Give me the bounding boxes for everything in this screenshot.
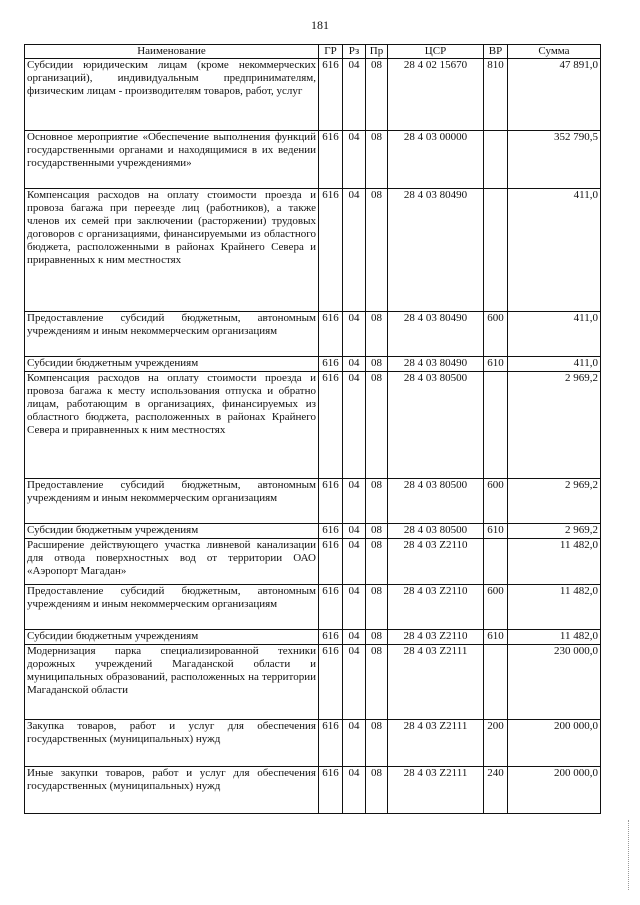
table-row xyxy=(25,585,601,630)
row-pr: 08 xyxy=(366,357,388,372)
row-sum: 230 000,0 xyxy=(508,645,601,720)
row-vr: 600 xyxy=(484,585,508,630)
row-name: Субсидии бюджетным учреждениям xyxy=(25,630,319,645)
table-row xyxy=(25,131,601,189)
row-pr: 08 xyxy=(366,312,388,357)
row-pr: 08 xyxy=(366,59,388,131)
table-row xyxy=(25,720,601,767)
row-sum: 411,0 xyxy=(508,189,601,312)
page-number: 181 xyxy=(311,18,329,32)
budget-table xyxy=(24,44,601,814)
row-rz: 04 xyxy=(343,312,366,357)
row-pr: 08 xyxy=(366,585,388,630)
row-vr: 200 xyxy=(484,720,508,767)
row-sum: 200 000,0 xyxy=(508,720,601,767)
row-csr: 28 4 03 80500 xyxy=(388,479,484,524)
table-row xyxy=(25,357,601,372)
row-gr: 616 xyxy=(319,131,343,189)
row-gr: 616 xyxy=(319,357,343,372)
row-vr xyxy=(484,131,508,189)
row-csr: 28 4 03 Z2111 xyxy=(388,767,484,814)
row-name: Субсидии бюджетным учреждениям xyxy=(25,357,319,372)
row-sum: 11 482,0 xyxy=(508,539,601,585)
row-rz: 04 xyxy=(343,645,366,720)
row-csr: 28 4 03 Z2111 xyxy=(388,720,484,767)
row-sum: 411,0 xyxy=(508,312,601,357)
row-name: Основное мероприятие «Обеспечение выполнения функций государственными органами и находящимися в их ведении государственными учреждениями» xyxy=(25,131,319,189)
row-gr: 616 xyxy=(319,479,343,524)
row-csr: 28 4 03 80500 xyxy=(388,372,484,479)
row-csr: 28 4 03 Z2110 xyxy=(388,630,484,645)
table-row xyxy=(25,189,601,312)
header-rz: Рз xyxy=(343,45,366,59)
row-sum: 2 969,2 xyxy=(508,524,601,539)
row-pr: 08 xyxy=(366,645,388,720)
row-rz: 04 xyxy=(343,131,366,189)
row-gr: 616 xyxy=(319,645,343,720)
row-name: Субсидии бюджетным учреждениям xyxy=(25,524,319,539)
row-gr: 616 xyxy=(319,585,343,630)
row-name: Расширение действующего участка ливневой канализации для отвода поверхностных вод от территории ОАО «Аэропорт Магадан» xyxy=(25,539,319,585)
row-csr: 28 4 03 Z2110 xyxy=(388,539,484,585)
row-sum: 411,0 xyxy=(508,357,601,372)
row-gr: 616 xyxy=(319,767,343,814)
row-rz: 04 xyxy=(343,630,366,645)
row-sum: 11 482,0 xyxy=(508,585,601,630)
row-name: Модернизация парка специализированной техники дорожных учреждений Магаданской области и муниципальных образований, расположенных на территории Магаданской области xyxy=(25,645,319,720)
row-pr: 08 xyxy=(366,524,388,539)
row-vr: 610 xyxy=(484,357,508,372)
row-pr: 08 xyxy=(366,479,388,524)
row-name: Предоставление субсидий бюджетным, автономным учреждениям и иным некоммерческим организациям xyxy=(25,312,319,357)
row-rz: 04 xyxy=(343,59,366,131)
scan-edge-mark xyxy=(628,820,630,890)
row-vr xyxy=(484,372,508,479)
row-vr: 610 xyxy=(484,630,508,645)
row-rz: 04 xyxy=(343,189,366,312)
row-vr: 600 xyxy=(484,312,508,357)
row-name: Закупка товаров, работ и услуг для обеспечения государственных (муниципальных) нужд xyxy=(25,720,319,767)
row-vr xyxy=(484,189,508,312)
table-row xyxy=(25,312,601,357)
row-rz: 04 xyxy=(343,357,366,372)
row-rz: 04 xyxy=(343,479,366,524)
row-name: Компенсация расходов на оплату стоимости проезда и провоза багажа при переезде лиц (работников), а также членов их семей при заключении (расторжении) трудовых договоров с организациями, финансируемыми из областного бюджета, расположенными в районах Крайнего Севера и приравненных к ним местностях xyxy=(25,189,319,312)
row-gr: 616 xyxy=(319,59,343,131)
row-name: Компенсация расходов на оплату стоимости проезда и провоза багажа к месту использования отпуска и обратно лицам, работающим в организациях, финансируемых из областного бюджета, расположенных в районах Крайнего Севера и приравненных к ним местностях xyxy=(25,372,319,479)
row-csr: 28 4 03 80490 xyxy=(388,357,484,372)
row-gr: 616 xyxy=(319,524,343,539)
row-rz: 04 xyxy=(343,524,366,539)
row-sum: 2 969,2 xyxy=(508,479,601,524)
row-rz: 04 xyxy=(343,585,366,630)
row-gr: 616 xyxy=(319,189,343,312)
row-sum: 11 482,0 xyxy=(508,630,601,645)
table-row xyxy=(25,645,601,720)
table-row xyxy=(25,539,601,585)
table-row xyxy=(25,630,601,645)
table-row xyxy=(25,767,601,814)
row-gr: 616 xyxy=(319,630,343,645)
header-csr: ЦСР xyxy=(388,45,484,59)
row-vr: 240 xyxy=(484,767,508,814)
table-row xyxy=(25,524,601,539)
row-csr: 28 4 03 80500 xyxy=(388,524,484,539)
row-pr: 08 xyxy=(366,131,388,189)
header-name: Наименование xyxy=(25,45,319,59)
row-pr: 08 xyxy=(366,720,388,767)
row-sum: 47 891,0 xyxy=(508,59,601,131)
row-pr: 08 xyxy=(366,189,388,312)
row-rz: 04 xyxy=(343,767,366,814)
row-rz: 04 xyxy=(343,720,366,767)
table-row xyxy=(25,479,601,524)
row-csr: 28 4 03 80490 xyxy=(388,189,484,312)
row-vr xyxy=(484,539,508,585)
row-name: Предоставление субсидий бюджетным, автономным учреждениям и иным некоммерческим организациям xyxy=(25,479,319,524)
row-vr xyxy=(484,645,508,720)
table-row xyxy=(25,372,601,479)
row-name: Субсидии юридическим лицам (кроме некоммерческих организаций), индивидуальным предпринимателям, физическим лицам - производителям товаров, работ, услуг xyxy=(25,59,319,131)
row-pr: 08 xyxy=(366,767,388,814)
row-gr: 616 xyxy=(319,720,343,767)
row-rz: 04 xyxy=(343,539,366,585)
row-pr: 08 xyxy=(366,372,388,479)
row-gr: 616 xyxy=(319,372,343,479)
row-pr: 08 xyxy=(366,539,388,585)
row-name: Иные закупки товаров, работ и услуг для обеспечения государственных (муниципальных) нужд xyxy=(25,767,319,814)
header-pr: Пр xyxy=(366,45,388,59)
row-rz: 04 xyxy=(343,372,366,479)
row-csr: 28 4 03 00000 xyxy=(388,131,484,189)
header-vr: ВР xyxy=(484,45,508,59)
row-name: Предоставление субсидий бюджетным, автономным учреждениям и иным некоммерческим организациям xyxy=(25,585,319,630)
row-csr: 28 4 03 Z2111 xyxy=(388,645,484,720)
row-vr: 810 xyxy=(484,59,508,131)
table-row xyxy=(25,59,601,131)
row-vr: 600 xyxy=(484,479,508,524)
header-sum: Сумма xyxy=(508,45,601,59)
row-csr: 28 4 03 80490 xyxy=(388,312,484,357)
row-gr: 616 xyxy=(319,539,343,585)
row-vr: 610 xyxy=(484,524,508,539)
row-sum: 2 969,2 xyxy=(508,372,601,479)
row-pr: 08 xyxy=(366,630,388,645)
row-csr: 28 4 03 Z2110 xyxy=(388,585,484,630)
row-sum: 200 000,0 xyxy=(508,767,601,814)
row-csr: 28 4 02 15670 xyxy=(388,59,484,131)
row-gr: 616 xyxy=(319,312,343,357)
row-sum: 352 790,5 xyxy=(508,131,601,189)
table-header-row xyxy=(25,45,601,59)
header-gr: ГР xyxy=(319,45,343,59)
